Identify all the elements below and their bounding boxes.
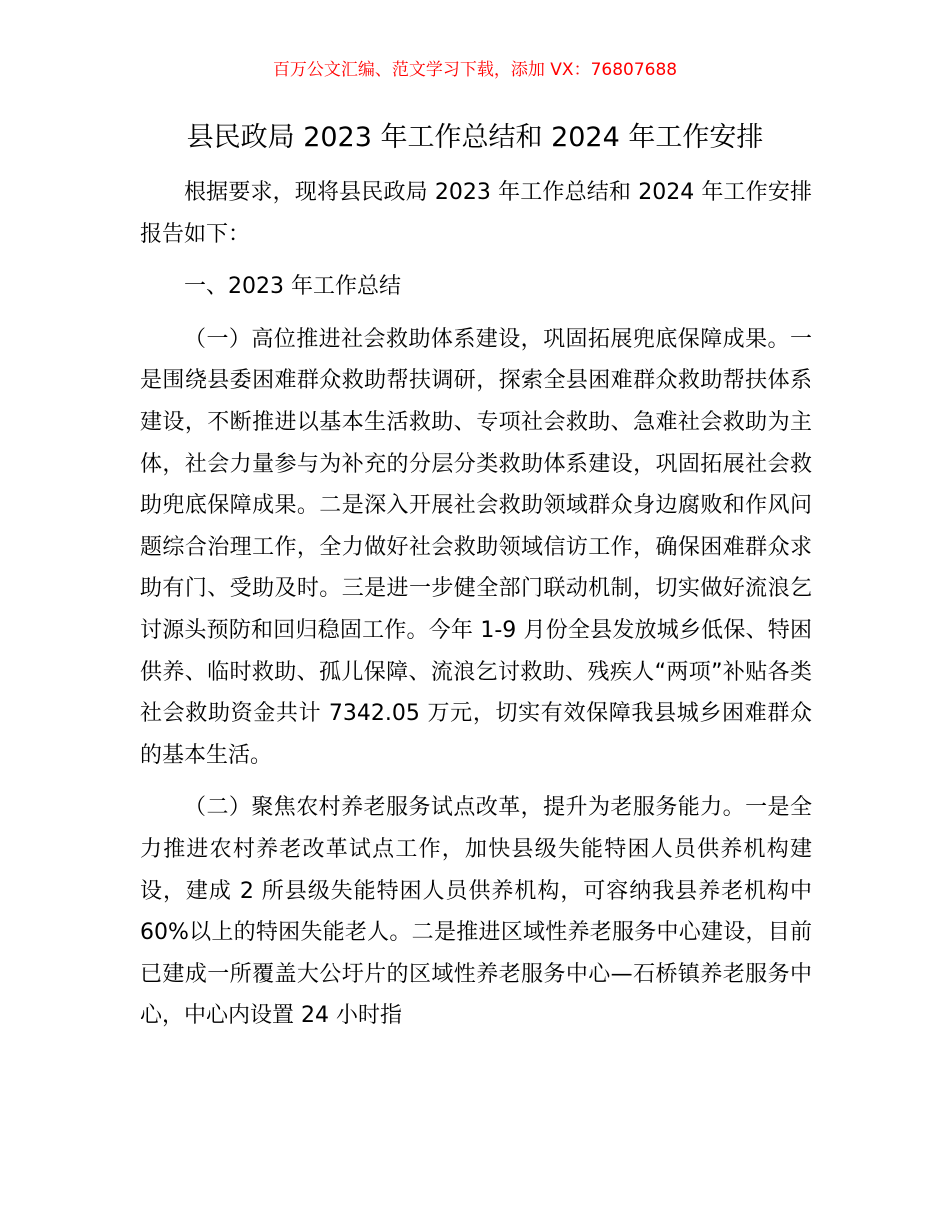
paragraph-social-assistance: （一）高位推进社会救助体系建设，巩固拓展兜底保障成果。一是围绕县委困难群众救助帮扶调研，探索全县困难群众救助帮扶体系建设，不断推进以基本生活救助、专项社会救助、急难社会救助为主体，社会力量参与为补充的分层分类救助体系建设，巩固拓展社会救助兜底保障成果。二是深入开展社会救助领域群众身边腐败和作风问题综合治理工作，全力做好社会救助领域信访工作，确保困难群众求助有门、受助及时。三是进一步健全部门联动机制，切实做好流浪乞讨源头预防和回归稳固工作。今年 1-9 月份全县发放城乡低保、特困供养、临时救助、孤儿保障、流浪乞讨救助、残疾人“两项”补贴各类社会救助资金共计 7342.05 万元，切实有效保障我县城乡困难群众的基本生活。 [140, 326, 812, 768]
paragraph-elderly-care: （二）聚焦农村养老服务试点改革，提升为老服务能力。一是全力推进农村养老改革试点工作，加快县级失能特困人员供养机构建设，建成 2 所县级失能特困人员供养机构，可容纳我县养老机构中 60%以上的特困失能老人。二是推进区域性养老服务中心建设，目前已建成一所覆盖大公圩片的区域性养老服务中心—石桥镇养老服务中心，中心内设置 24 小时指 [140, 795, 812, 1029]
document-title: 县民政局 2023 年工作总结和 2024 年工作安排 [186, 122, 764, 153]
paragraph-intro: 根据要求，现将县民政局 2023 年工作总结和 2024 年工作安排报告如下： [140, 180, 812, 247]
header-banner: 百万公文汇编、范文学习下载，添加 VX：76807688 [272, 60, 678, 80]
section-heading: 一、2023 年工作总结 [184, 274, 401, 300]
document-body [140, 172, 812, 1037]
